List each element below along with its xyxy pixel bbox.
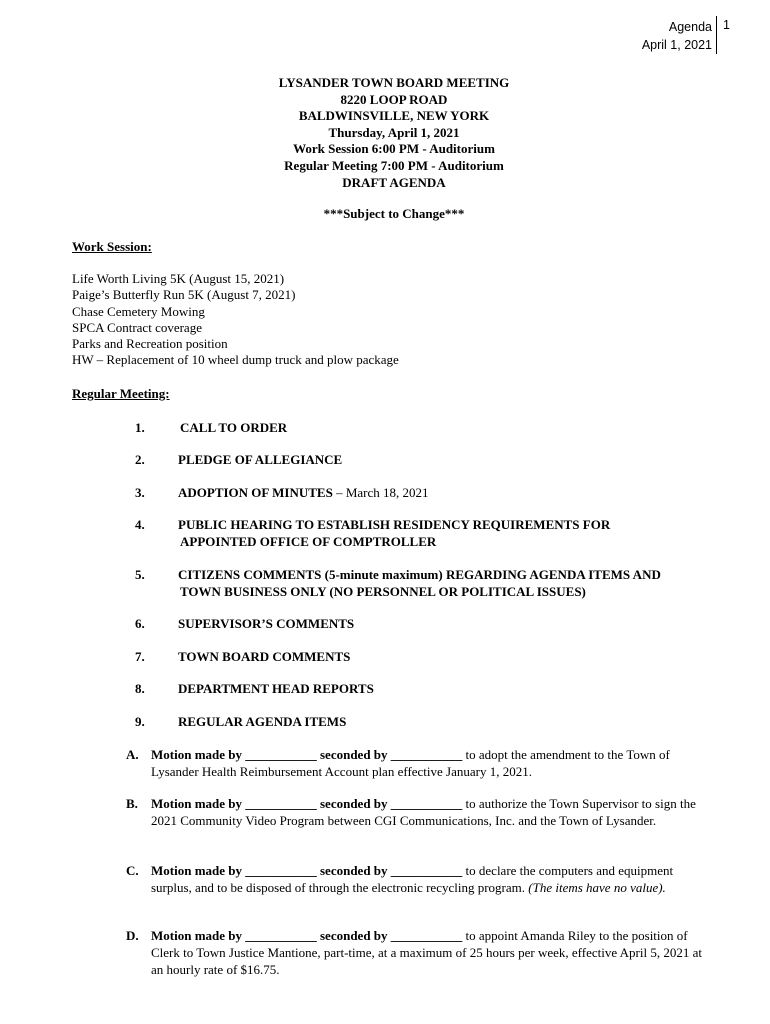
motion-body: to authorize the Town Supervisor to sign the 2021 Community Video Program between CGI Communications, Inc. and the Town of Lysander. xyxy=(151,796,696,828)
item-line: CITIZENS COMMENTS (5-minute maximum) REGARDING AGENDA ITEMS AND xyxy=(178,567,661,582)
page-header xyxy=(642,18,712,54)
item-number: 3. xyxy=(135,485,145,500)
motion-letter: A. xyxy=(126,747,139,762)
item-number: 6. xyxy=(135,616,145,631)
header-label: Agenda xyxy=(668,20,712,34)
item-number: 9. xyxy=(135,714,145,729)
item-number: 1. xyxy=(135,420,145,435)
list-item: SPCA Contract coverage xyxy=(72,319,202,335)
item-text: CALL TO ORDER xyxy=(180,420,288,435)
motion-lead: Motion made by ___________ seconded by ___________ xyxy=(151,928,463,943)
item-line: PUBLIC HEARING TO ESTABLISH RESIDENCY REQUIREMENTS FOR xyxy=(178,517,611,532)
motion-letter: C. xyxy=(126,863,139,878)
list-item: Paige’s Butterfly Run 5K (August 7, 2021) xyxy=(72,287,296,303)
item-date: – March 18, 2021 xyxy=(332,485,429,500)
motion-text xyxy=(151,862,716,896)
list-item: Chase Cemetery Mowing xyxy=(72,303,205,319)
title-line: DRAFT AGENDA xyxy=(342,174,446,190)
motion-body: to adopt the amendment to the Town of Lysander Health Reimbursement Account plan effective January 1, 2021. xyxy=(151,747,670,779)
page-number: 1 xyxy=(723,18,730,32)
list-item: Life Worth Living 5K (August 15, 2021) xyxy=(72,271,285,286)
motion-letter: D. xyxy=(126,928,139,943)
document-title xyxy=(0,75,770,191)
item-text: DEPARTMENT HEAD REPORTS xyxy=(178,681,374,696)
title-line: Thursday, April 1, 2021 xyxy=(328,124,460,140)
list-item: Parks and Recreation position xyxy=(72,336,228,352)
header-divider xyxy=(716,16,717,54)
item-text xyxy=(178,516,738,550)
item-number: 7. xyxy=(135,649,145,664)
item-number: 8. xyxy=(135,681,145,696)
motion-lead: Motion made by ___________ seconded by ___________ xyxy=(151,863,463,878)
motion-body: to appoint Amanda Riley to the position of Clerk to Town Justice Mantione, part-time, at a maximum of 25 hours per week, effective April 5, 2021 at an hourly rate of $16.75. xyxy=(151,928,702,977)
header-date: April 1, 2021 xyxy=(641,38,712,52)
motion-text xyxy=(151,746,716,780)
list-item: HW – Replacement of 10 wheel dump truck and plow package xyxy=(72,352,399,368)
motion-text xyxy=(151,795,716,829)
motion-letter: B. xyxy=(126,796,138,811)
item-text: PLEDGE OF ALLEGIANCE xyxy=(178,452,343,467)
work-session-list xyxy=(72,271,399,369)
item-title: ADOPTION OF MINUTES xyxy=(178,485,333,500)
title-line: Work Session 6:00 PM - Auditorium xyxy=(293,141,495,157)
subject-note: ***Subject to Change*** xyxy=(323,206,465,221)
motion-note: (The items have no value). xyxy=(528,880,666,895)
item-number: 5. xyxy=(135,567,145,582)
item-line: TOWN BUSINESS ONLY (NO PERSONNEL OR POLITICAL ISSUES) xyxy=(180,584,586,599)
title-line: LYSANDER TOWN BOARD MEETING xyxy=(278,75,510,90)
item-text xyxy=(178,484,738,501)
item-text: REGULAR AGENDA ITEMS xyxy=(178,714,347,729)
title-line: Regular Meeting 7:00 PM - Auditorium xyxy=(284,157,504,173)
item-text: SUPERVISOR’S COMMENTS xyxy=(178,616,355,631)
work-session-heading: Work Session: xyxy=(72,239,152,254)
motion-text xyxy=(151,927,716,978)
motion-body: to declare the computers and equipment surplus, and to be disposed of through the electronic recycling program. xyxy=(151,863,674,895)
motion-lead: Motion made by ___________ seconded by ___________ xyxy=(151,796,463,811)
item-number: 4. xyxy=(135,517,145,532)
title-line: BALDWINSVILLE, NEW YORK xyxy=(298,108,490,124)
motion-lead: Motion made by ___________ seconded by ___________ xyxy=(151,747,463,762)
title-line: 8220 LOOP ROAD xyxy=(340,91,448,107)
regular-meeting-heading: Regular Meeting: xyxy=(72,386,170,401)
item-text xyxy=(178,566,738,600)
item-line: APPOINTED OFFICE OF COMPTROLLER xyxy=(180,534,437,549)
item-number: 2. xyxy=(135,452,145,467)
item-text: TOWN BOARD COMMENTS xyxy=(178,649,351,664)
